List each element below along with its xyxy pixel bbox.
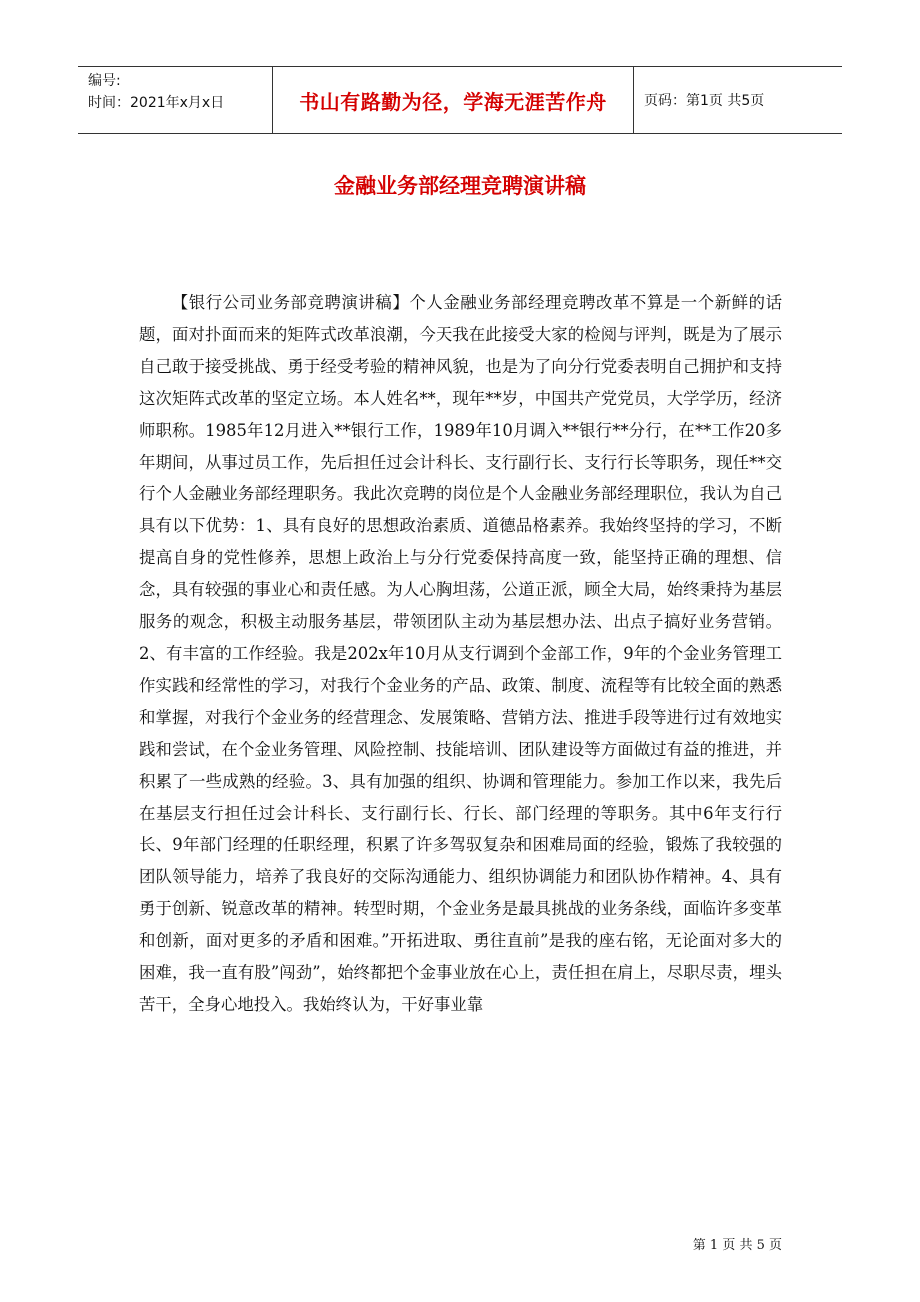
page-footer: 第 1 页 共 5 页 [692, 1238, 782, 1253]
document-number: 编号: [88, 73, 121, 89]
header-meta [78, 67, 272, 133]
document-date: 时间：2021年x月x日 [88, 95, 225, 111]
header-motto: 书山有路勤为径，学海无涯苦作舟 [272, 67, 634, 133]
page-header [78, 66, 842, 134]
document-title: 金融业务部经理竞聘演讲稿 [334, 173, 586, 198]
document-body: 【银行公司业务部竞聘演讲稿】个人金融业务部经理竞聘改革不算是一个新鲜的话题，面对扑面而来的矩阵式改革浪潮，今天我在此接受大家的检阅与评判，既是为了展示自己敢于接受挑战、勇于经受考验的精神风貌，也是为了向分行党委表明自己拥护和支持这次矩阵式改革的坚定立场。本人姓名**，现年**岁，中国共产党党员，大学学历，经济师职称。1985年12月进入**银行工作，1989年10月调入**银行**分行，在**工作20多年期间，从事过员工作，先后担任过会计科长、支行副行长、支行行长等职务，现任**交行个人金融业务部经理职务。我此次竞聘的岗位是个人金融业务部经理职位，我认为自己具有以下优势：1、具有良好的思想政治素质、道德品格素养。我始终坚持的学习，不断提高自身的党性修养，思想上政治上与分行党委保持高度一致，能坚持正确的理想、信念，具有较强的事业心和责任感。为人心胸坦荡，公道正派，顾全大局，始终秉持为基层服务的观念，积极主动服务基层，带领团队主动为基层想办法、出点子搞好业务营销。2、有丰富的工作经验。我是202x年10月从支行调到个金部工作，9年的个金业务管理工作实践和经常性的学习，对我行个金业务的产品、政策、制度、流程等有比较全面的熟悉和掌握，对我行个金业务的经营理念、发展策略、营销方法、推进手段等进行过有效地实践和尝试，在个金业务管理、风险控制、技能培训、团队建设等方面做过有益的推进，并积累了一些成熟的经验。3、具有加强的组织、协调和管理能力。参加工作以来，我先后在基层支行担任过会计科长、支行副行长、行长、部门经理的等职务。其中6年支行行长、9年部门经理的任职经理，积累了许多驾驭复杂和困难局面的经验，锻炼了我较强的团队领导能力，培养了我良好的交际沟通能力、组织协调能力和团队协作精神。4、具有勇于创新、锐意改革的精神。转型时期，个金业务是最具挑战的业务条线，面临许多变革和创新，面对更多的矛盾和困难。”开拓进取、勇往直前”是我的座右铭，无论面对多大的困难，我一直有股”闯劲”，始终都把个金事业放在心上，责任担在肩上，尽职尽责，埋头苦干，全身心地投入。我始终认为，干好事业靠 [139, 293, 782, 1014]
header-page-number: 页码：第1页 共5页 [644, 93, 765, 109]
